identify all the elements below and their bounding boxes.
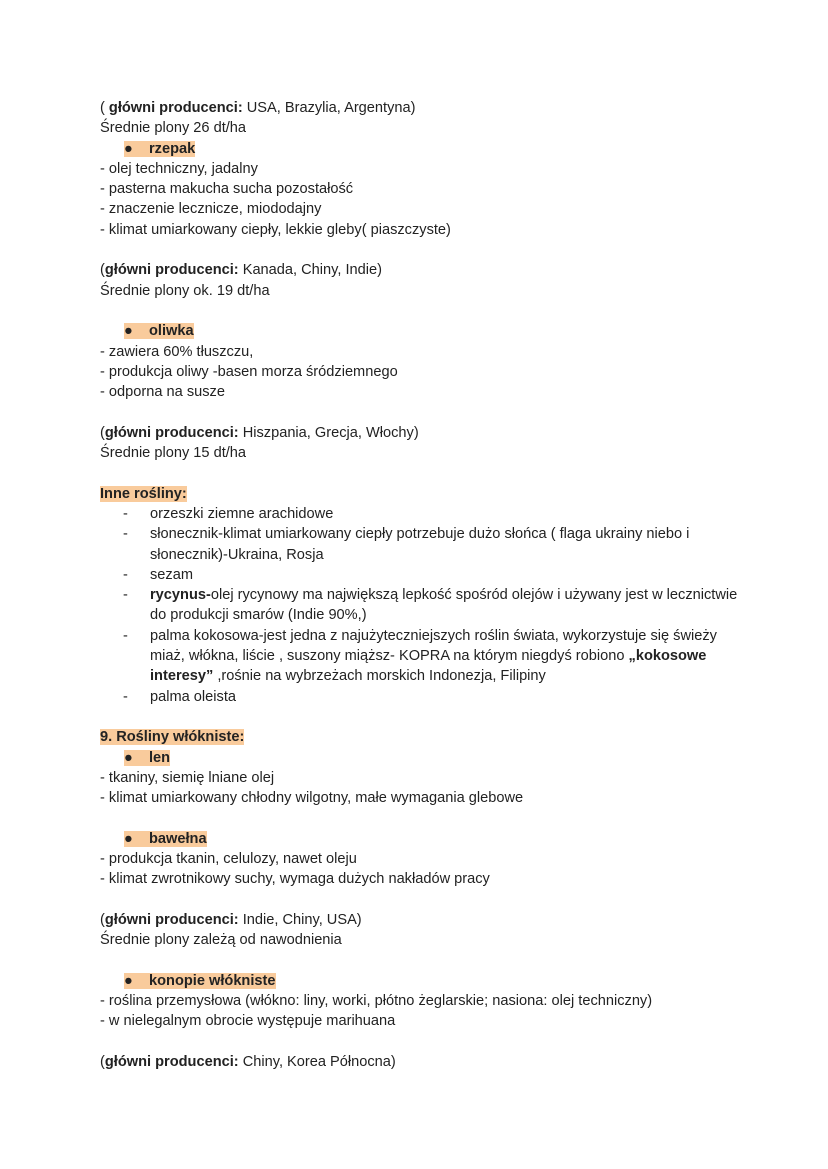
document-page xyxy=(100,98,740,1072)
bullet-icon: ● xyxy=(124,140,133,157)
list-item: - palma kokosowa-jest jedna z najużyteczniejszych roślin świata, wykorzystuje się świeży miaż, włókna, liście , suszony miąższ- KOPRA na którym niegdyś robiono „kokosowe interesy” ,rośnie na wybrzeżach morskich Indonezja, Filipiny xyxy=(123,627,717,685)
list-item: - pasterna makucha sucha pozostałość xyxy=(100,181,354,198)
list-item: - produkcja oliwy -basen morza śródziemnego xyxy=(100,363,398,380)
list-item: - klimat zwrotnikowy suchy, wymaga dużych nakładów pracy xyxy=(100,871,490,888)
producers-line: (główni producenci: Indie, Chiny, USA) xyxy=(100,911,362,928)
producers-line: (główni producenci: Hiszpania, Grecja, Włochy) xyxy=(100,424,419,441)
yield-line: Średnie plony 26 dt/ha xyxy=(100,120,247,137)
rzepak-heading: ● rzepak xyxy=(100,139,740,159)
producers-line: ( główni producenci: USA, Brazylia, Argentyna) xyxy=(100,100,416,116)
list-item: - słonecznik-klimat umiarkowany ciepły potrzebuje dużo słońca ( flaga ukrainy niebo i słonecznik)-Ukraina, Rosja xyxy=(123,526,690,563)
list-item: - produkcja tkanin, celulozy, nawet oleju xyxy=(100,850,357,867)
list-item: - roślina przemysłowa (włókno: liny, worki, płótno żeglarskie; nasiona: olej techniczny) xyxy=(100,993,653,1010)
list-item: - klimat umiarkowany ciepły, lekkie gleby( piaszczyste) xyxy=(100,221,451,238)
list-item: - odporna na susze xyxy=(100,384,225,401)
bullet-icon: ● xyxy=(124,749,133,766)
bawelna-heading: ● bawełna xyxy=(100,829,740,849)
inne-list xyxy=(100,504,740,707)
list-item: - rycynus-olej rycynowy ma największą lepkość spośród olejów i używany jest w lecznictwie do produkcji smarów (Indie 90%,) xyxy=(123,587,738,624)
producers-line: (główni producenci: Kanada, Chiny, Indie) xyxy=(100,262,382,279)
list-item: - w nielegalnym obrocie występuje marihuana xyxy=(100,1013,396,1030)
len-heading: ● len xyxy=(100,748,740,768)
list-item: - palma oleista xyxy=(123,688,236,705)
list-item: - zawiera 60% tłuszczu, xyxy=(100,343,254,360)
inne-heading: Inne rośliny: xyxy=(100,485,187,502)
wlokniste-heading: 9. Rośliny włókniste: xyxy=(100,729,245,746)
list-item: - klimat umiarkowany chłodny wilgotny, małe wymagania glebowe xyxy=(100,790,524,807)
list-item: - olej techniczny, jadalny xyxy=(100,160,258,177)
yield-line: Średnie plony ok. 19 dt/ha xyxy=(100,282,270,299)
bullet-icon: ● xyxy=(124,972,133,989)
list-item: - sezam xyxy=(123,566,193,583)
list-item: - tkaniny, siemię lniane olej xyxy=(100,769,275,786)
list-item: - orzeszki ziemne arachidowe xyxy=(123,505,334,522)
yield-line: Średnie plony zależą od nawodnienia xyxy=(100,932,342,949)
producers-line: (główni producenci: Chiny, Korea Północna) xyxy=(100,1053,396,1070)
yield-line: Średnie plony 15 dt/ha xyxy=(100,445,247,462)
list-item: - znaczenie lecznicze, miododajny xyxy=(100,201,322,218)
bullet-icon: ● xyxy=(124,830,133,847)
konopie-heading: ● konopie włókniste xyxy=(100,971,740,991)
bullet-icon: ● xyxy=(124,323,133,340)
oliwka-heading: ● oliwka xyxy=(100,321,740,341)
